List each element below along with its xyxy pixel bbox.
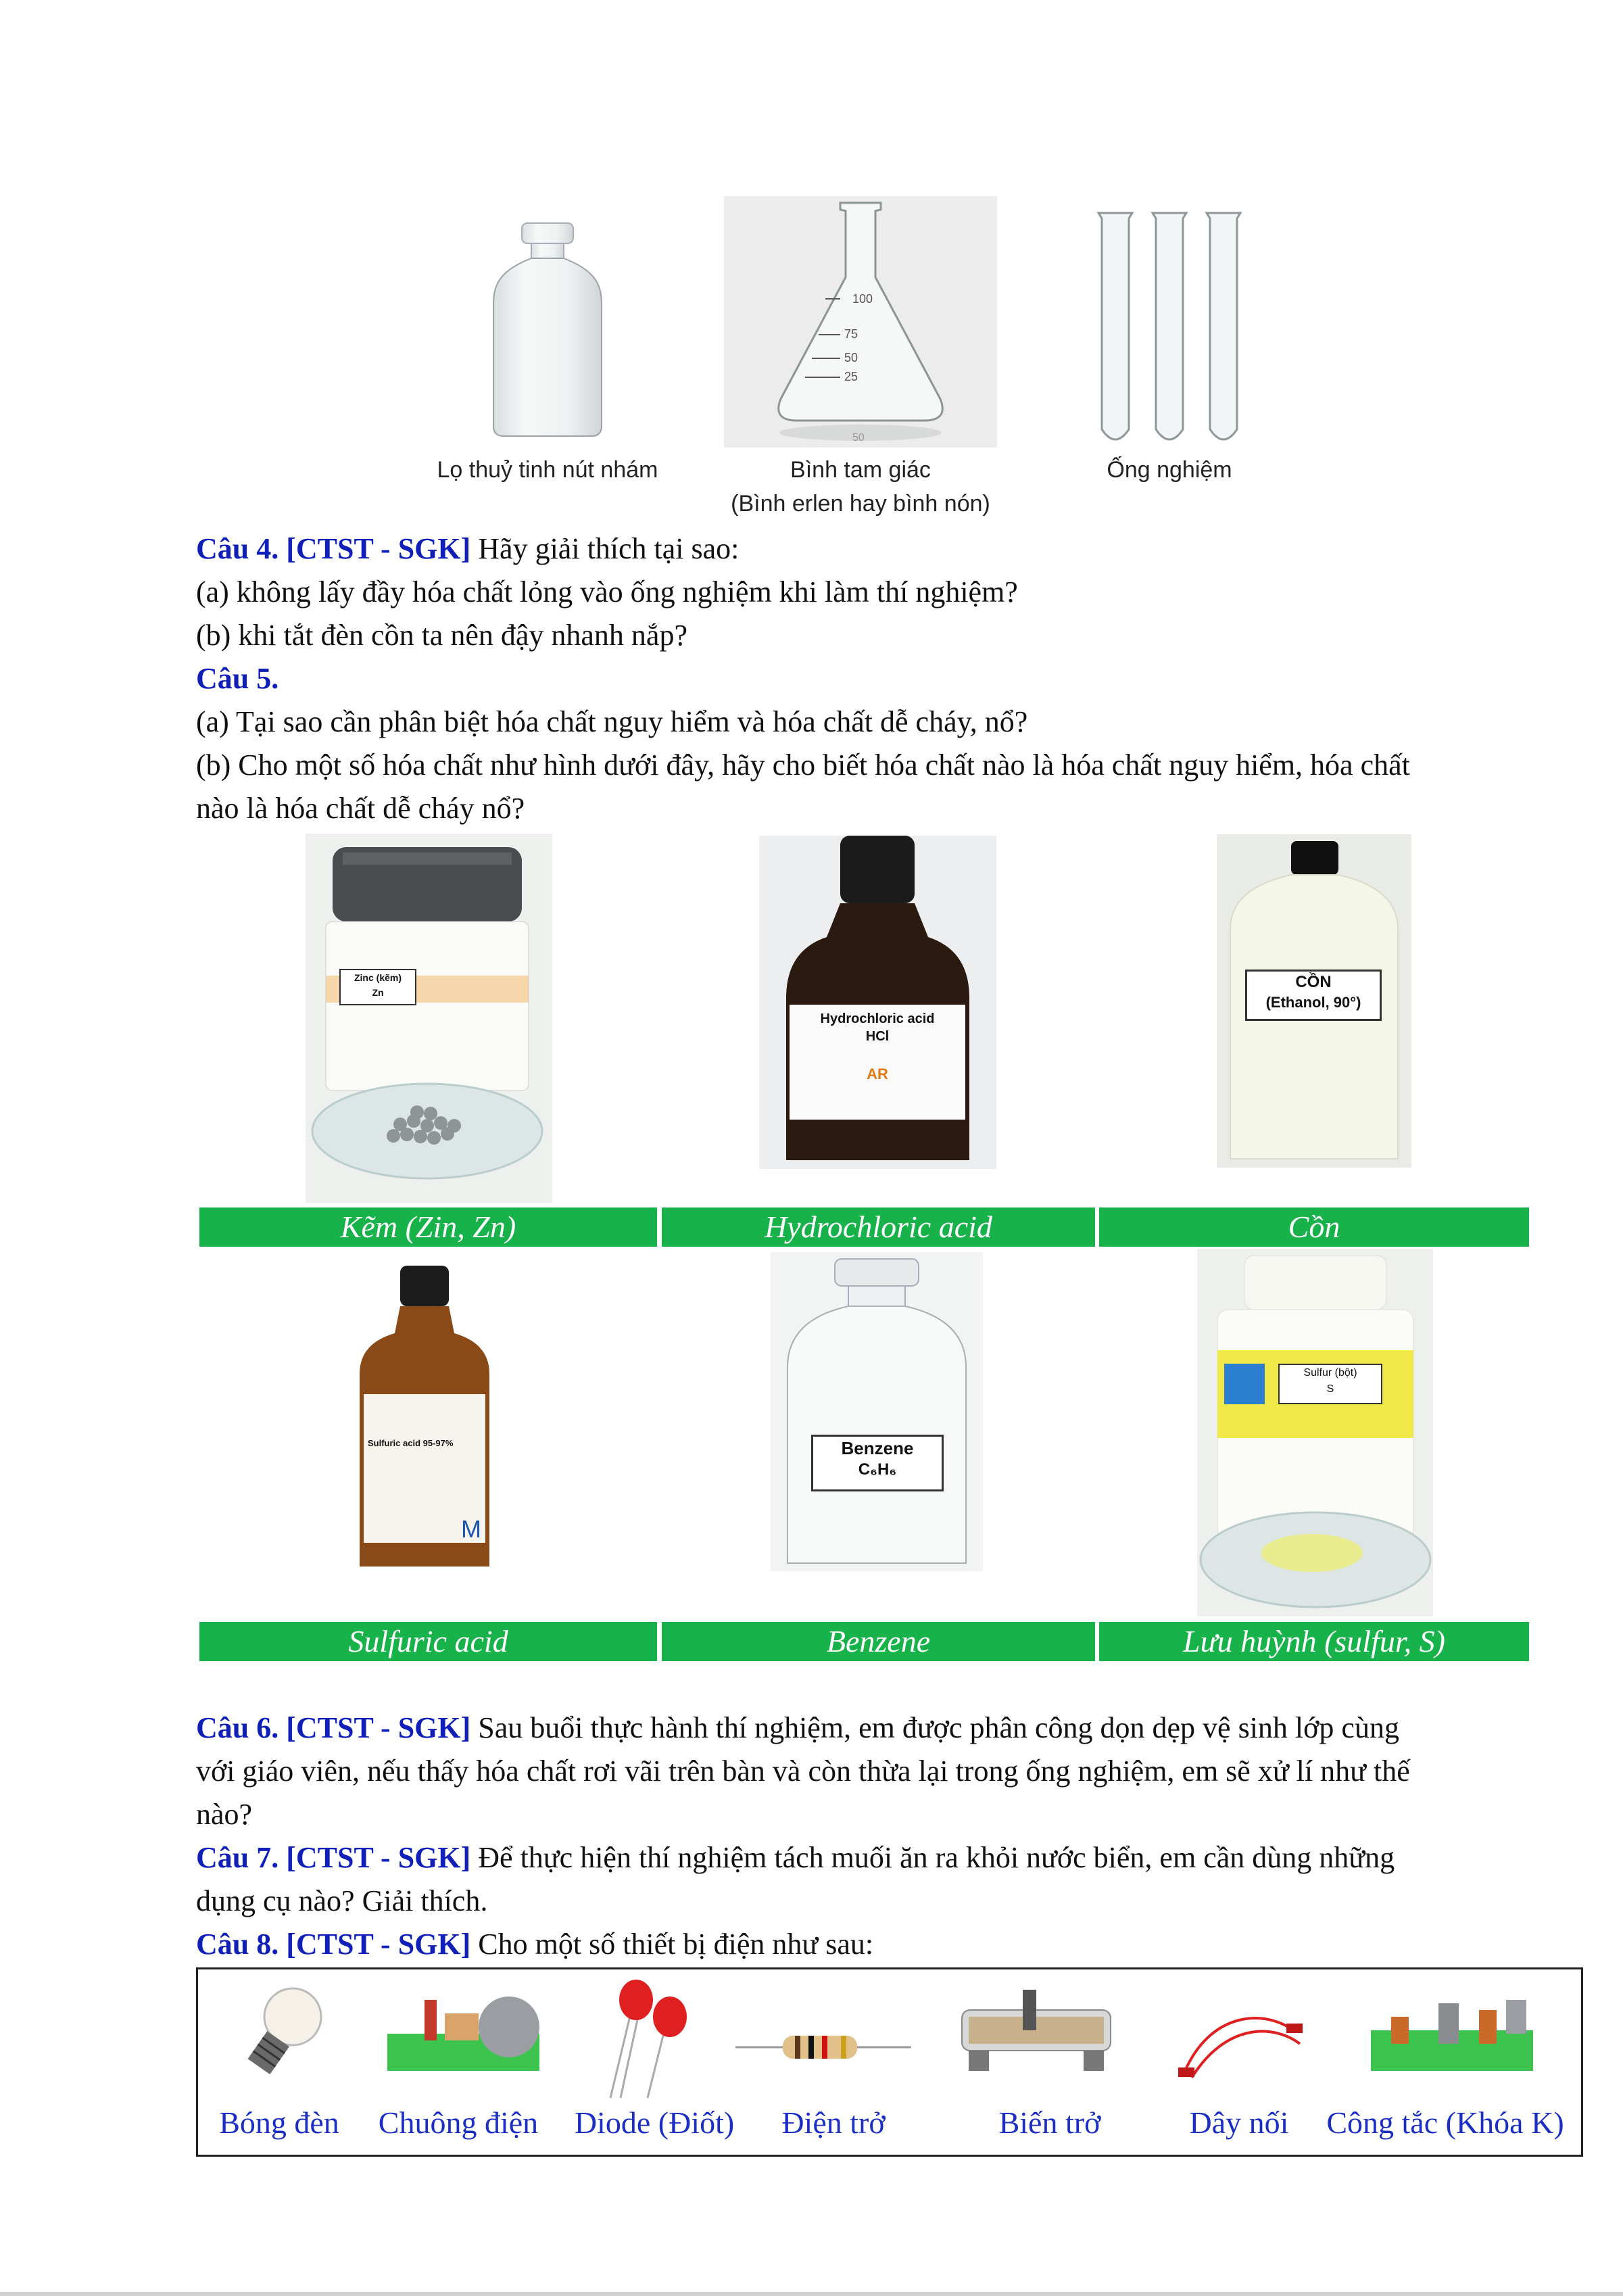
caption-test-tubes: Ống nghiệm [1107,457,1232,483]
device-label-diode: Diode (Điốt) [574,2105,735,2140]
q4-heading [196,527,739,571]
sulfur-bottle-label: Sulfur (bột) S [1278,1364,1382,1404]
q6-line1 [196,1706,1399,1750]
q8-label: Câu 8. [CTST - SGK] [196,1928,471,1961]
q7-line2: dụng cụ nào? Giải thích. [196,1884,488,1917]
q7-line1 [196,1836,1395,1880]
sulfur-photo [1197,1249,1433,1617]
test-tubes-image [1092,206,1254,450]
alcohol-label-line1: CỒN [1295,973,1332,991]
wires-image [1171,1996,1307,2084]
flask-mark-100: 100 [852,292,873,306]
zinc-bottle-label: Zinc (kẽm) Zn [339,969,416,1005]
svg-text:M: M [461,1515,481,1543]
chem-caption-sulfur: Lưu huỳnh (sulfur, S) [1099,1622,1529,1661]
q6-text-1: Sau buổi thực hành thí nghiệm, em được phân công dọn dẹp vệ sinh lớp cùng [470,1711,1399,1744]
resistor-image [735,2024,911,2071]
device-label-resistor: Điện trở [781,2105,886,2140]
erlenmeyer-flask-image [724,196,997,448]
q4-text: Hãy giải thích tại sao: [470,532,740,565]
chem-caption-hcl: Hydrochloric acid [662,1207,1095,1247]
alcohol-label-line2: (Ethanol, 90°) [1265,994,1361,1011]
flask-reflection-mark: 50 [852,432,865,444]
q5-part-b-line1: (b) Cho một số hóa chất như hình dưới đây, hãy cho biết hóa chất nào là hóa chất nguy hiểm, hóa chất [196,748,1410,782]
caption-flask: Bình tam giác [790,457,931,483]
q5-part-a: (a) Tại sao cần phân biệt hóa chất nguy hiểm và hóa chất dễ cháy, nổ? [196,705,1028,738]
benzene-photo [771,1252,983,1571]
q5-part-b-line2: nào là hóa chất dễ cháy nổ? [196,792,525,825]
chem-caption-zinc: Kẽm (Zin, Zn) [199,1207,657,1247]
chem-caption-alcohol: Cồn [1099,1207,1529,1247]
device-label-switch: Công tắc (Khóa K) [1326,2105,1564,2140]
benzene-label-line1: Benzene [841,1438,914,1458]
rheostat-image [955,1980,1117,2081]
flask-mark-75: 75 [844,327,858,341]
alcohol-photo [1217,834,1411,1168]
q4-label: Câu 4. [CTST - SGK] [196,532,471,565]
q8-line1 [196,1923,873,1966]
zinc-photo [306,834,552,1203]
device-label-wires: Dây nối [1189,2105,1289,2140]
switch-image [1364,1990,1540,2078]
page-bottom-edge [0,2292,1623,2296]
diode-image [597,1973,698,2101]
chem-caption-sulfuric: Sulfuric acid [199,1622,657,1661]
device-label-bell: Chuông điện [378,2105,539,2140]
chem-caption-benzene: Benzene [662,1622,1095,1661]
q6-line3: nào? [196,1798,253,1831]
stoppered-jar-image [487,216,608,439]
flask-mark-50: 50 [844,351,858,364]
q4-part-a: (a) không lấy đầy hóa chất lỏng vào ống nghiệm khi làm thí nghiệm? [196,575,1018,608]
q5-label: Câu 5. [196,662,279,695]
device-label-bulb: Bóng đèn [219,2105,339,2140]
benzene-bottle-label [811,1435,944,1491]
flask-mark-25: 25 [844,370,858,383]
caption-flask-sub: (Bình erlen hay bình nón) [731,491,990,517]
hcl-ar-mark: AR [867,1066,888,1082]
q4-part-b: (b) khi tắt đèn cồn ta nên đậy nhanh nắp? [196,619,687,652]
devices-box [196,1967,1583,2157]
hcl-bottle-label: Hydrochloric acid HCl [820,1011,935,1044]
q6-label: Câu 6. [CTST - SGK] [196,1711,471,1744]
bulb-image [232,1983,333,2078]
benzene-label-line2: C₆H₆ [858,1460,897,1479]
caption-stoppered-jar: Lọ thuỷ tinh nút nhám [437,457,658,483]
hcl-photo [759,836,996,1169]
q8-text: Cho một số thiết bị điện như sau: [470,1928,874,1961]
q7-label: Câu 7. [CTST - SGK] [196,1841,471,1874]
alcohol-bottle-label [1245,970,1382,1021]
device-label-rheostat: Biến trở [998,2105,1101,2140]
bell-image [384,1980,546,2081]
q7-text-1: Để thực hiện thí nghiệm tách muối ăn ra khỏi nước biển, em cần dùng những [470,1841,1395,1874]
q6-line2: với giáo viên, nếu thấy hóa chất rơi vãi trên bàn và còn thừa lại trong ống nghiệm, em sẽ xử lí như thế [196,1754,1410,1788]
sulfuric-acid-photo [353,1266,496,1571]
sulfuric-bottle-label: Sulfuric acid 95-97% [368,1438,454,1448]
